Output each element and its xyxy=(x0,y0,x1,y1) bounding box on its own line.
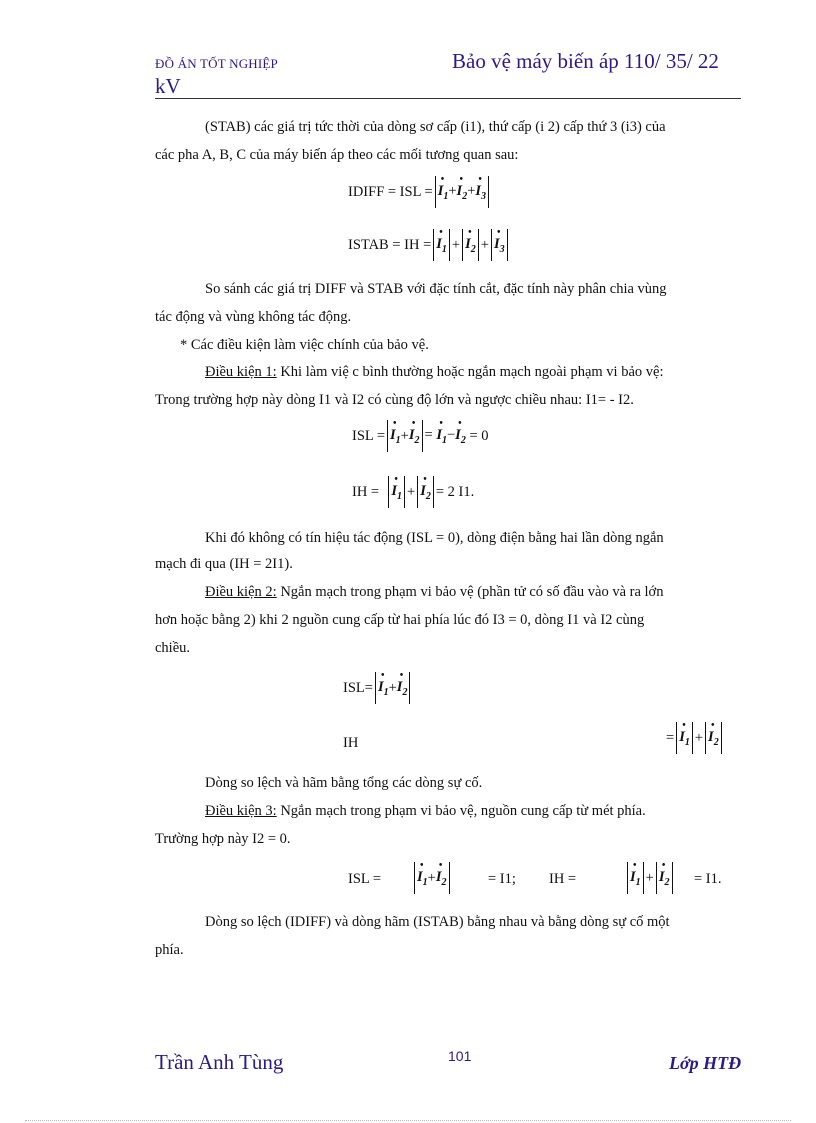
equation-ih-lhs: IH = xyxy=(352,483,380,500)
abs-bar xyxy=(676,722,677,754)
equation-ih-normal: IH = • $I_1$ + • $I_2$ = 2 I1. xyxy=(352,476,474,508)
equation-diff-sum: • $I_1+•$ $I_2+•$ $I_3$ xyxy=(438,183,486,202)
equation-isl-cond2-lhs: ISL= xyxy=(343,679,373,696)
condition-2-text: Ngắn mạch trong phạm vi bảo vệ (phần tử có số đầu vào và ra lớn xyxy=(276,584,664,600)
abs-bar xyxy=(388,476,389,508)
abs-bar xyxy=(375,672,376,704)
abs-bar xyxy=(507,229,508,261)
equation-ih-cond2-eq: = xyxy=(666,729,675,746)
abs-bar xyxy=(435,176,436,208)
abs-bar xyxy=(414,862,415,894)
abs-bar xyxy=(404,476,405,508)
paragraph-4-line-2: mạch đi qua (IH = 2I1). xyxy=(155,556,293,572)
equation-cond3-isl-lhs: ISL = xyxy=(348,871,382,887)
paragraph-2-line-2: tác động và vùng không tác động. xyxy=(155,309,352,325)
header-right-title: Bảo vệ máy biến áp 110/ 35/ 22 xyxy=(452,49,719,73)
equation-ih-cond2-lhs: IH xyxy=(343,735,359,751)
equation-isl-mid: = • $I_1-•$ $I_2$ xyxy=(425,427,470,446)
abs-bar xyxy=(627,862,628,894)
equation-stab: ISTAB = IH = • $I_1$ + • $I_2$ + • $I_3$ xyxy=(348,229,510,261)
condition-1-text: Khi làm việ c bình thường hoặc ngắn mạch ngoài phạm vi bảo vệ: xyxy=(276,364,664,380)
equation-isl-normal: ISL = • $I_1$ + • $I_2$ = • $I_1-•$ $I_2$ = 0 xyxy=(352,420,489,452)
abs-bar xyxy=(433,229,434,261)
equation-cond3-ih-rhs: = I1. xyxy=(694,871,722,887)
condition-1-line-2: Trong trường hợp này dòng I1 và I2 có cùng độ lớn và ngược chiều nhau: I1= - I2. xyxy=(155,392,634,408)
vector-i2: • $I_2$ xyxy=(465,236,476,255)
condition-3 xyxy=(205,802,646,820)
equation-diff-lhs: IDIFF = ISL = xyxy=(348,183,433,200)
header-unit: kV xyxy=(155,74,181,98)
condition-1-label: Điều kiện 1: xyxy=(205,364,277,380)
paragraph-1-line-2: các pha A, B, C của máy biến áp theo các mối tương quan sau: xyxy=(155,147,519,163)
condition-1 xyxy=(205,363,663,381)
vector-i1: • $I_1$ xyxy=(436,236,447,255)
equation-isl-rhs: = 0 xyxy=(469,427,489,444)
equation-stab-lhs: ISTAB = IH = xyxy=(348,236,432,253)
abs-bar xyxy=(387,420,388,452)
abs-bar xyxy=(478,229,479,261)
paragraph-5: Dòng so lệch và hãm bằng tổng các dòng sự cố. xyxy=(205,775,483,791)
paragraph-6-line-2: phía. xyxy=(155,942,184,958)
abs-bar xyxy=(672,862,673,894)
equation-cond3-ih-lhs: IH = xyxy=(549,871,577,887)
equation-cond3-ih-sum: • $I_1$ + • $I_2$ xyxy=(625,862,675,894)
abs-bar xyxy=(422,420,423,452)
condition-3-line-2: Trường hợp này I2 = 0. xyxy=(155,831,291,847)
abs-bar xyxy=(721,722,722,754)
abs-bar xyxy=(417,476,418,508)
header-divider xyxy=(155,98,741,99)
paragraph-3: * Các điều kiện làm việc chính của bảo vệ. xyxy=(180,337,429,353)
abs-bar xyxy=(488,176,489,208)
abs-bar xyxy=(692,722,693,754)
abs-bar xyxy=(409,672,410,704)
paragraph-6-line-1: Dòng so lệch (IDIFF) và dòng hãm (ISTAB) bằng nhau và bằng dòng sự cố một xyxy=(205,914,670,930)
paragraph-4-line-1: Khi đó không có tín hiệu tác động (ISL = 0), dòng điện bằng hai lần dòng ngắn xyxy=(205,530,664,546)
condition-3-text: Ngắn mạch trong phạm vi bảo vệ, nguồn cung cấp từ mét phía. xyxy=(276,803,646,819)
equation-cond3-isl-sum: • $I_1$ + • $I_2$ xyxy=(412,862,452,894)
abs-bar xyxy=(462,229,463,261)
equation-diff xyxy=(348,176,491,208)
paragraph-1-line-1: (STAB) các giá trị tức thời của dòng sơ cấp (i1), thứ cấp (i 2) cấp thứ 3 (i3) của xyxy=(205,119,666,135)
abs-bar xyxy=(705,722,706,754)
page-bottom-dotted-line xyxy=(25,1120,791,1121)
equation-ih-rhs: = 2 I1. xyxy=(435,483,475,500)
condition-3-label: Điều kiện 3: xyxy=(205,803,277,819)
footer-class: Lớp HTĐ xyxy=(669,1053,742,1073)
condition-2 xyxy=(205,583,663,601)
abs-bar xyxy=(491,229,492,261)
equation-isl-lhs: ISL = xyxy=(352,427,386,444)
condition-2-line-3: chiều. xyxy=(155,640,191,656)
abs-bar xyxy=(449,862,450,894)
abs-bar xyxy=(433,476,434,508)
equation-cond3-isl-rhs: = I1; xyxy=(488,871,516,887)
condition-2-label: Điều kiện 2: xyxy=(205,584,277,600)
equation-ih-cond2-rhs: = • $I_1$ + • $I_2$ xyxy=(666,722,724,754)
abs-bar xyxy=(643,862,644,894)
equation-isl-cond2: ISL= • $I_1$ + • $I_2$ xyxy=(343,672,412,704)
vector-i3: • $I_3$ xyxy=(494,236,505,255)
footer-author: Trần Anh Tùng xyxy=(155,1050,284,1074)
abs-bar xyxy=(449,229,450,261)
condition-2-line-2: hơn hoặc bằng 2) khi 2 nguồn cung cấp từ hai phía lúc đó I3 = 0, dòng I1 và I2 cùng xyxy=(155,612,645,628)
header-left-title: ĐỒ ÁN TỐT NGHIỆP xyxy=(155,56,278,71)
paragraph-2-line-1: So sánh các giá trị DIFF và STAB với đặc tính cắt, đặc tính này phân chia vùng xyxy=(205,281,667,297)
footer-page-number: 101 xyxy=(448,1048,472,1064)
abs-bar xyxy=(656,862,657,894)
